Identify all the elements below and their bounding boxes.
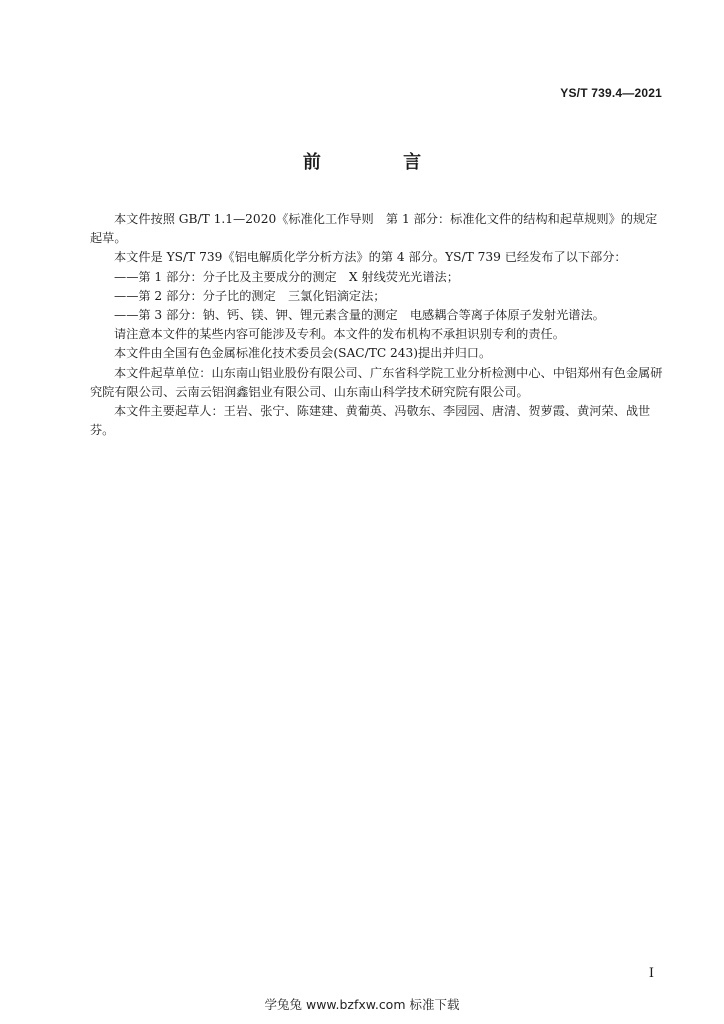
page-title: 前 言 bbox=[302, 152, 460, 173]
paragraph-proposer: 本文件由全国有色金属标准化技术委员会(SAC/TC 243)提出并归口。 bbox=[114, 346, 492, 361]
paragraph-patent-notice: 请注意本文件的某些内容可能涉及专利。本文件的发布机构不承担识别专利的责任。 bbox=[114, 327, 565, 342]
paragraph-drafting-rules: 本文件按照 GB/T 1.1—2020《标准化工作导则 第 1 部分：标准化文件的结构和起草规则》的规定起草。 bbox=[90, 212, 658, 246]
paragraph-drafters: 本文件主要起草人：王岩、张宁、陈建建、黄葡英、冯敬东、李园园、唐清、贺萝霞、黄河荣、战世芬。 bbox=[90, 404, 651, 438]
list-item-part-2: ——第 2 部分：分子比的测定 三氯化铝滴定法； bbox=[114, 288, 386, 303]
paragraph-drafting-units: 本文件起草单位：山东南山铝业股份有限公司、广东省科学院工业分析检测中心、中铝郑州有色金属研究院有限公司、云南云铝润鑫铝业有限公司、山东南山科学技术研究院有限公司。 bbox=[90, 365, 663, 399]
footer-watermark: 学兔兔 www.bzfxw.com 标准下载 bbox=[264, 997, 460, 1012]
list-item-part-1: ——第 1 部分：分子比及主要成分的测定 X 射线荧光光谱法； bbox=[114, 269, 459, 284]
foreword-body bbox=[90, 210, 666, 440]
paragraph-part-intro: 本文件是 YS/T 739《铝电解质化学分析方法》的第 4 部分。YS/T 739 已经发布了以下部分： bbox=[114, 250, 627, 265]
standard-code: YS/T 739.4—2021 bbox=[560, 86, 662, 100]
page-number: I bbox=[648, 966, 654, 981]
list-item-part-3: ——第 3 部分：钠、钙、镁、钾、锂元素含量的测定 电感耦合等离子体原子发射光谱法。 bbox=[114, 308, 605, 323]
